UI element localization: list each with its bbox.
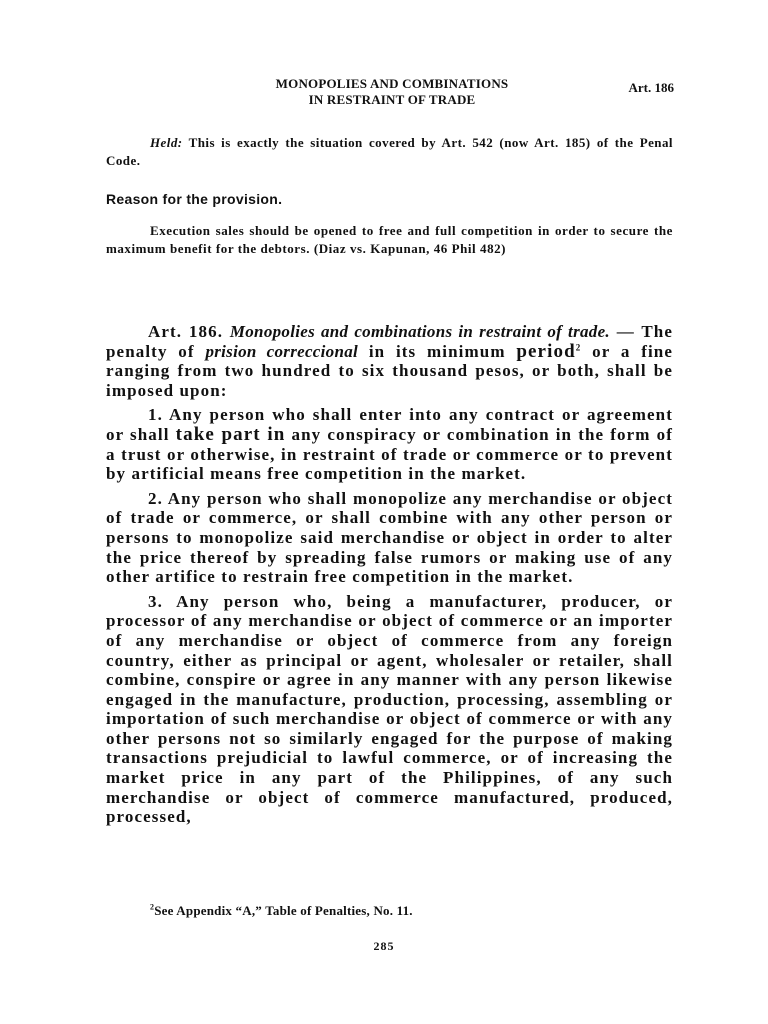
article-intro-c: or a fine ranging from two hundred to six thousand pesos, or both, shall be imposed upon: <box>106 341 673 400</box>
held-label: Held: <box>150 135 183 150</box>
reason-paragraph: Execution sales should be opened to free and full competition in order to secure the maximum benefit for the debtors. (Diaz vs. Kapunan, 46 Phil 482) <box>106 223 673 256</box>
article-intro-b: in its minimum <box>358 341 517 361</box>
article-186 <box>106 322 673 832</box>
penalty-name: prision correccional <box>205 341 359 361</box>
footnote-reference: 2 <box>575 341 582 352</box>
article-dash: — <box>610 322 642 341</box>
header-title-line-2: IN RESTRAINT OF TRADE <box>308 92 476 107</box>
footnote-mark: 2 <box>150 902 155 912</box>
article-number: Art. 186. <box>148 322 224 341</box>
period-word: period <box>516 340 576 362</box>
item-1-text-a: 1. Any person who shall enter into any contract or agreement or shall <box>106 405 673 444</box>
held-paragraph <box>106 134 673 170</box>
page-number: 285 <box>373 939 395 953</box>
article-intro <box>106 322 673 400</box>
reason-heading: Reason for the provision. <box>106 191 283 207</box>
footnote-text: See Appendix “A,” Table of Penalties, No. 11. <box>154 903 413 918</box>
running-header <box>200 76 584 108</box>
article-title: Monopolies and combinations in restraint of trade. <box>229 322 610 341</box>
article-item-1 <box>106 405 673 483</box>
held-text: This is exactly the situation covered by Art. 542 (now Art. 185) of the Penal Code. <box>106 135 673 168</box>
header-title-line-1: MONOPOLIES AND COMBINATIONS <box>275 76 509 91</box>
item-1-text-b: any conspiracy or combination in the form of a trust or otherwise, in restraint of trade or commerce or to prevent by artificial means free competition in the market. <box>106 424 674 484</box>
header-article-ref: Art. 186 <box>628 80 674 95</box>
item-1-emphasis: take part in <box>175 423 286 445</box>
footnote <box>150 903 413 919</box>
article-item-3: 3. Any person who, being a manufacturer, producer, or processor of any merchandise or object of commerce or an importer of any merchandise or object of commerce from any foreign country, either as principal or agent, wholesaler or retailer, shall combine, conspire or agree in any manner with any person likewise engaged in the manufacture, production, processing, assembling or importation of such merchandise or object of commerce or with any other persons not so similarly engaged for the purpose of making transactions prejudicial to lawful commerce, or of increasing the market price in any part of the Philippines, of any such merchandise or object of commerce manufactured, produced, processed, <box>106 591 673 827</box>
article-item-2: 2. Any person who shall monopolize any merchandise or object of trade or commerce, or shall combine with any other person or persons to monopolize said merchandise or object in order to alter the price thereof by spreading false rumors or making use of any other artifice to restrain free competition in the market. <box>106 488 673 587</box>
article-intro-a: The penalty of <box>106 322 673 361</box>
